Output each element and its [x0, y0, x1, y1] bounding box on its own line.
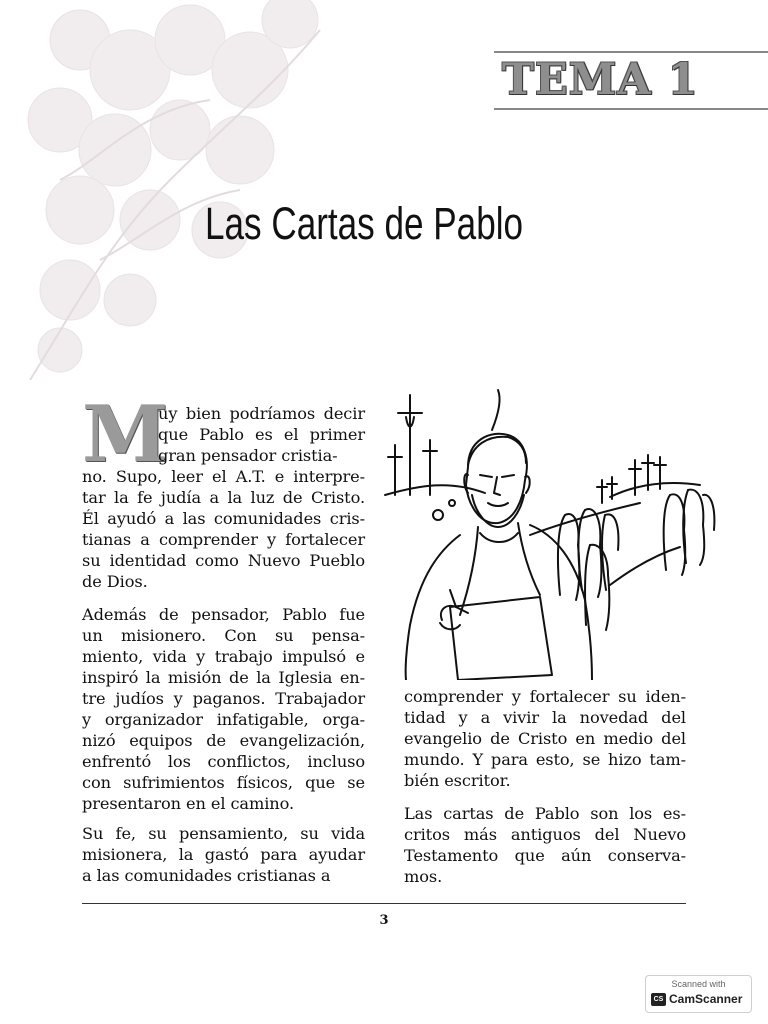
text-line: tar la fe judía a la luz de Cristo.: [82, 488, 365, 507]
text-line: mos.: [404, 867, 443, 886]
paragraph-5: [404, 803, 686, 887]
text-line: Testamento que aún conserva-: [404, 846, 686, 865]
text-line: enfrentó los conflictos, incluso: [82, 752, 365, 771]
text-line: gran pensador cristia-: [158, 446, 338, 465]
text-line: Además de pensador, Pablo fue: [82, 605, 365, 624]
text-line: uy bien podríamos decir: [158, 404, 365, 423]
watermark-caption: Scanned with: [671, 979, 726, 989]
text-line: tidad y a vivir la novedad del: [404, 708, 686, 727]
page-number: 3: [379, 913, 389, 928]
background-foliage-decoration: [20, 0, 340, 380]
text-line: presentaron en el camino.: [82, 794, 295, 813]
text-line: comprender y fortalecer su iden-: [404, 687, 686, 706]
camscanner-watermark: [645, 975, 752, 1013]
text-line: tre judíos y paganos. Trabajador: [82, 689, 365, 708]
watermark-brand: CamScanner: [669, 992, 743, 1006]
text-line: de Dios.: [82, 572, 148, 591]
drop-cap: M: [82, 389, 169, 480]
text-line: y organizador infatigable, orga-: [82, 710, 365, 729]
text-line: con sufrimientos físicos, que se: [82, 773, 365, 792]
text-line: critos más antiguos del Nuevo: [404, 825, 686, 844]
chapter-label: TEMA 1: [502, 55, 699, 105]
text-line: un misionero. Con su pensa-: [82, 626, 365, 645]
text-line: tianas a comprender y fortalecer: [82, 530, 365, 549]
text-line: no. Supo, leer el A.T. e interpre-: [82, 467, 365, 486]
camscanner-logo-icon: CS: [651, 993, 666, 1006]
text-line: su identidad como Nuevo Pueblo: [82, 551, 365, 570]
page-title: Las Cartas de Pablo: [205, 198, 524, 249]
footer-rule: [82, 903, 686, 904]
text-line: misionera, la gastó para ayudar: [82, 845, 365, 864]
text-line: nizó equipos de evangelización,: [82, 731, 365, 750]
text-line: inspiró la misión de la Iglesia en-: [82, 668, 365, 687]
text-line: a las comunidades cristianas a: [82, 866, 331, 885]
text-line: que Pablo es el primer: [158, 425, 365, 444]
paragraph-3: [82, 823, 365, 886]
text-line: bién escritor.: [404, 771, 511, 790]
text-line: evangelio de Cristo en medio del: [404, 729, 686, 748]
text-line: mundo. Y para esto, se hizo tam-: [404, 750, 686, 769]
paul-writing-illustration: [380, 385, 720, 680]
text-line: miento, vida y trabajo impulsó e: [82, 647, 365, 666]
intro-lines: [158, 403, 365, 466]
text-line: Su fe, su pensamiento, su vida: [82, 824, 365, 843]
paragraph-4: [404, 686, 686, 791]
paragraph-2: [82, 604, 365, 814]
paragraph-1: [82, 466, 365, 592]
text-line: Él ayudó a las comunidades cris-: [82, 509, 365, 528]
text-line: Las cartas de Pablo son los es-: [404, 804, 686, 823]
header-rule-top: [494, 51, 768, 53]
header-rule-bottom: [494, 108, 768, 110]
